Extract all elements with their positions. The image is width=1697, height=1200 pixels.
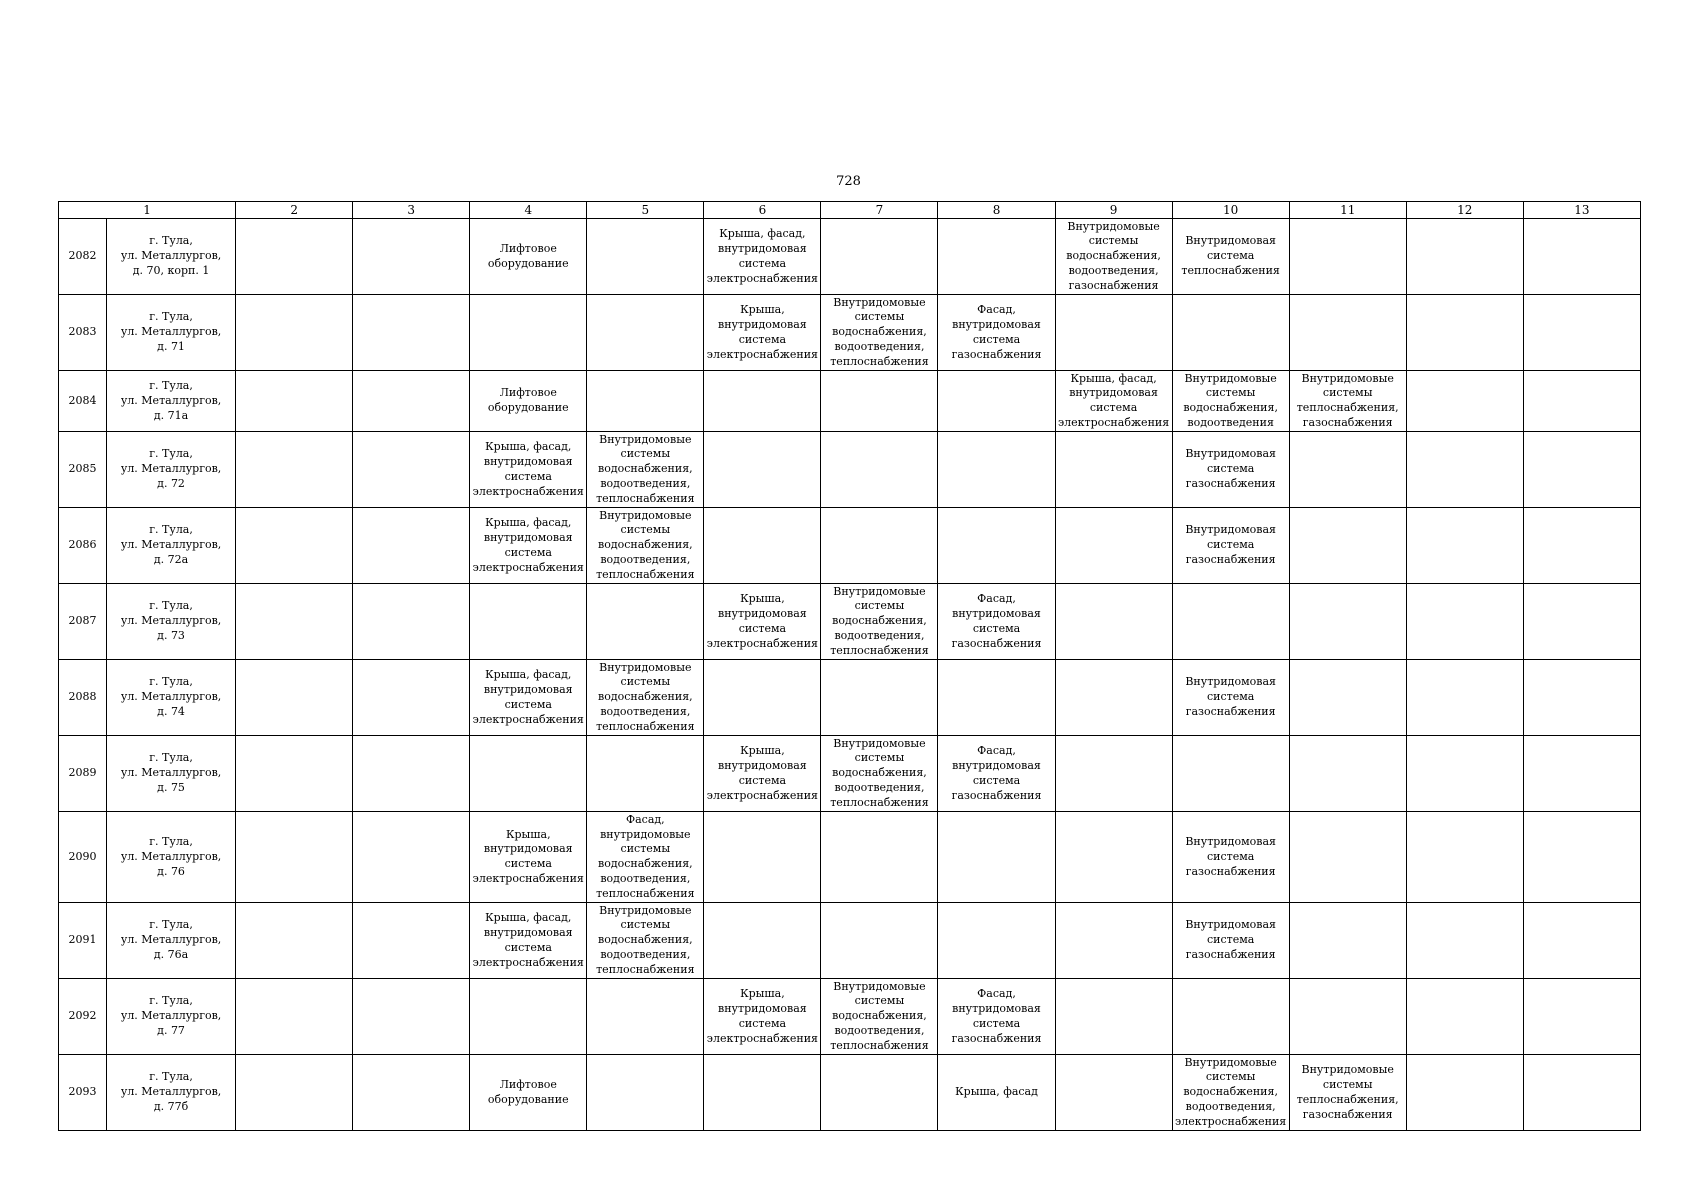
- address-cell: [107, 1055, 236, 1131]
- work-cell-col-9: Внутридомовые системы водоснабжения, водоотведения, газоснабжения: [1055, 219, 1172, 295]
- work-cell-col-13: [1523, 219, 1640, 295]
- address-line: ул. Металлургов,: [120, 538, 222, 552]
- work-cell-col-12: [1406, 1055, 1523, 1131]
- column-header: 12: [1406, 202, 1523, 219]
- work-cell-col-13: [1523, 584, 1640, 660]
- work-cell-col-8: [938, 903, 1055, 979]
- address-line: д. 70, корп. 1: [132, 264, 210, 278]
- table-row: [59, 979, 1641, 1055]
- work-cell-col-2: [236, 736, 353, 812]
- table-row: [59, 371, 1641, 432]
- work-cell-col-11: [1289, 219, 1406, 295]
- work-cell-col-13: [1523, 660, 1640, 736]
- work-cell-col-4: Лифтовое оборудование: [470, 371, 587, 432]
- column-header: 7: [821, 202, 938, 219]
- work-cell-col-7: [821, 219, 938, 295]
- row-number: 2085: [59, 432, 107, 508]
- work-cell-col-13: [1523, 812, 1640, 903]
- column-header: 11: [1289, 202, 1406, 219]
- work-cell-col-10: Внутридомовая система газоснабжения: [1172, 508, 1289, 584]
- work-cell-col-10: Внутридомовые системы водоснабжения, водоотведения: [1172, 371, 1289, 432]
- work-cell-col-2: [236, 371, 353, 432]
- work-cell-col-10: [1172, 584, 1289, 660]
- work-cell-col-2: [236, 979, 353, 1055]
- work-cell-col-6: [704, 1055, 821, 1131]
- work-cell-col-2: [236, 584, 353, 660]
- row-number: 2090: [59, 812, 107, 903]
- column-header: 9: [1055, 202, 1172, 219]
- column-header: 13: [1523, 202, 1640, 219]
- work-cell-col-12: [1406, 812, 1523, 903]
- address-line: д. 75: [157, 781, 185, 795]
- work-cell-col-9: [1055, 812, 1172, 903]
- address-line: д. 72а: [153, 553, 189, 567]
- work-cell-col-5: Внутридомовые системы водоснабжения, водоотведения, теплоснабжения: [587, 432, 704, 508]
- address-line: г. Тула,: [149, 918, 193, 932]
- work-cell-col-10: [1172, 295, 1289, 371]
- row-number: 2088: [59, 660, 107, 736]
- work-cell-col-3: [353, 219, 470, 295]
- address-cell: [107, 508, 236, 584]
- address-line: ул. Металлургов,: [120, 614, 222, 628]
- row-number: 2082: [59, 219, 107, 295]
- table-row: [59, 508, 1641, 584]
- work-cell-col-3: [353, 903, 470, 979]
- work-cell-col-6: Крыша, внутридомовая система электроснабжения: [704, 736, 821, 812]
- row-number: 2089: [59, 736, 107, 812]
- work-cell-col-5: Внутридомовые системы водоснабжения, водоотведения, теплоснабжения: [587, 903, 704, 979]
- work-cell-col-5: [587, 584, 704, 660]
- address-line: ул. Металлургов,: [120, 325, 222, 339]
- work-cell-col-10: Внутридомовая система теплоснабжения: [1172, 219, 1289, 295]
- work-cell-col-2: [236, 432, 353, 508]
- work-cell-col-7: [821, 371, 938, 432]
- work-cell-col-11: [1289, 903, 1406, 979]
- work-cell-col-4: Крыша, фасад, внутридомовая система электроснабжения: [470, 660, 587, 736]
- work-cell-col-3: [353, 584, 470, 660]
- work-cell-col-9: [1055, 432, 1172, 508]
- work-cell-col-5: Внутридомовые системы водоснабжения, водоотведения, теплоснабжения: [587, 660, 704, 736]
- work-cell-col-8: Фасад, внутридомовая система газоснабжения: [938, 736, 1055, 812]
- work-cell-col-10: Внутридомовая система газоснабжения: [1172, 903, 1289, 979]
- address-line: ул. Металлургов,: [120, 393, 222, 407]
- address-line: г. Тула,: [149, 447, 193, 461]
- row-number: 2092: [59, 979, 107, 1055]
- table-row: [59, 432, 1641, 508]
- work-cell-col-11: [1289, 660, 1406, 736]
- address-line: ул. Металлургов,: [120, 1009, 222, 1023]
- work-cell-col-2: [236, 903, 353, 979]
- row-number: 2083: [59, 295, 107, 371]
- work-cell-col-4: Крыша, фасад, внутридомовая система электроснабжения: [470, 432, 587, 508]
- work-cell-col-13: [1523, 736, 1640, 812]
- work-cell-col-7: [821, 903, 938, 979]
- work-cell-col-5: Внутридомовые системы водоснабжения, водоотведения, теплоснабжения: [587, 508, 704, 584]
- work-cell-col-4: [470, 295, 587, 371]
- work-cell-col-11: [1289, 812, 1406, 903]
- work-cell-col-13: [1523, 508, 1640, 584]
- work-cell-col-13: [1523, 371, 1640, 432]
- work-cell-col-5: Фасад, внутридомовые системы водоснабжения, водоотведения, теплоснабжения: [587, 812, 704, 903]
- table-row: [59, 736, 1641, 812]
- address-cell: [107, 979, 236, 1055]
- address-line: ул. Металлургов,: [120, 1085, 222, 1099]
- table-row: [59, 812, 1641, 903]
- header-row: [59, 202, 1641, 219]
- work-cell-col-4: [470, 736, 587, 812]
- work-cell-col-6: Крыша, внутридомовая система электроснабжения: [704, 584, 821, 660]
- work-cell-col-11: [1289, 584, 1406, 660]
- work-cell-col-9: [1055, 584, 1172, 660]
- address-line: г. Тула,: [149, 1070, 193, 1084]
- work-cell-col-3: [353, 979, 470, 1055]
- work-cell-col-3: [353, 736, 470, 812]
- address-line: г. Тула,: [149, 675, 193, 689]
- work-cell-col-9: [1055, 979, 1172, 1055]
- work-cell-col-12: [1406, 219, 1523, 295]
- work-cell-col-6: [704, 432, 821, 508]
- work-cell-col-7: [821, 1055, 938, 1131]
- work-cell-col-8: Фасад, внутридомовая система газоснабжения: [938, 295, 1055, 371]
- address-line: д. 76: [157, 864, 185, 878]
- work-cell-col-9: [1055, 295, 1172, 371]
- work-cell-col-7: [821, 660, 938, 736]
- address-line: г. Тула,: [149, 234, 193, 248]
- address-line: ул. Металлургов,: [120, 462, 222, 476]
- table-row: [59, 584, 1641, 660]
- column-header: 2: [236, 202, 353, 219]
- work-cell-col-9: [1055, 903, 1172, 979]
- row-number: 2086: [59, 508, 107, 584]
- work-cell-col-8: [938, 812, 1055, 903]
- work-cell-col-4: Лифтовое оборудование: [470, 1055, 587, 1131]
- address-cell: [107, 584, 236, 660]
- address-cell: [107, 295, 236, 371]
- work-cell-col-11: [1289, 432, 1406, 508]
- work-cell-col-11: Внутридомовые системы теплоснабжения, газоснабжения: [1289, 1055, 1406, 1131]
- work-cell-col-5: [587, 979, 704, 1055]
- row-number: 2087: [59, 584, 107, 660]
- work-cell-col-7: Внутридомовые системы водоснабжения, водоотведения, теплоснабжения: [821, 295, 938, 371]
- work-cell-col-5: [587, 371, 704, 432]
- work-cell-col-7: Внутридомовые системы водоснабжения, водоотведения, теплоснабжения: [821, 736, 938, 812]
- work-cell-col-13: [1523, 903, 1640, 979]
- work-cell-col-12: [1406, 508, 1523, 584]
- work-cell-col-8: [938, 660, 1055, 736]
- work-cell-col-6: [704, 508, 821, 584]
- work-cell-col-13: [1523, 432, 1640, 508]
- page-number: 728: [836, 174, 861, 189]
- address-cell: [107, 812, 236, 903]
- repair-schedule-table: [58, 201, 1641, 1131]
- work-cell-col-10: [1172, 979, 1289, 1055]
- work-cell-col-8: [938, 432, 1055, 508]
- work-cell-col-6: [704, 371, 821, 432]
- address-line: г. Тула,: [149, 523, 193, 537]
- row-number: 2091: [59, 903, 107, 979]
- work-cell-col-7: Внутридомовые системы водоснабжения, водоотведения, теплоснабжения: [821, 584, 938, 660]
- work-cell-col-6: Крыша, внутридомовая система электроснабжения: [704, 979, 821, 1055]
- work-cell-col-5: [587, 1055, 704, 1131]
- work-cell-col-3: [353, 432, 470, 508]
- work-cell-col-7: Внутридомовые системы водоснабжения, водоотведения, теплоснабжения: [821, 979, 938, 1055]
- work-cell-col-11: [1289, 508, 1406, 584]
- address-line: д. 71а: [153, 408, 189, 422]
- work-cell-col-2: [236, 812, 353, 903]
- work-cell-col-4: [470, 979, 587, 1055]
- address-line: г. Тула,: [149, 834, 193, 848]
- work-cell-col-9: [1055, 508, 1172, 584]
- work-cell-col-6: Крыша, внутридомовая система электроснабжения: [704, 295, 821, 371]
- work-cell-col-8: [938, 508, 1055, 584]
- work-cell-col-10: Внутридомовые системы водоснабжения, водоотведения, электроснабжения: [1172, 1055, 1289, 1131]
- work-cell-col-2: [236, 660, 353, 736]
- table-body: [59, 219, 1641, 1131]
- work-cell-col-4: Крыша, внутридомовая система электроснабжения: [470, 812, 587, 903]
- work-cell-col-3: [353, 812, 470, 903]
- column-header: 3: [353, 202, 470, 219]
- work-cell-col-5: [587, 295, 704, 371]
- work-cell-col-3: [353, 1055, 470, 1131]
- table-row: [59, 660, 1641, 736]
- work-cell-col-9: Крыша, фасад, внутридомовая система электроснабжения: [1055, 371, 1172, 432]
- work-cell-col-9: [1055, 1055, 1172, 1131]
- column-header: 8: [938, 202, 1055, 219]
- work-cell-col-12: [1406, 979, 1523, 1055]
- work-cell-col-8: Фасад, внутридомовая система газоснабжения: [938, 979, 1055, 1055]
- work-cell-col-12: [1406, 371, 1523, 432]
- address-line: г. Тула,: [149, 310, 193, 324]
- address-line: д. 72: [157, 477, 185, 491]
- work-cell-col-3: [353, 508, 470, 584]
- address-line: д. 74: [157, 705, 185, 719]
- work-cell-col-4: [470, 584, 587, 660]
- work-cell-col-6: Крыша, фасад, внутридомовая система электроснабжения: [704, 219, 821, 295]
- work-cell-col-4: Крыша, фасад, внутридомовая система электроснабжения: [470, 508, 587, 584]
- address-cell: [107, 219, 236, 295]
- address-line: ул. Металлургов,: [120, 690, 222, 704]
- work-cell-col-11: Внутридомовые системы теплоснабжения, газоснабжения: [1289, 371, 1406, 432]
- address-line: г. Тула,: [149, 599, 193, 613]
- column-header: 4: [470, 202, 587, 219]
- work-cell-col-13: [1523, 295, 1640, 371]
- row-number: 2093: [59, 1055, 107, 1131]
- address-cell: [107, 432, 236, 508]
- work-cell-col-6: [704, 903, 821, 979]
- address-line: д. 77: [157, 1024, 185, 1038]
- address-line: д. 71: [157, 340, 185, 354]
- work-cell-col-10: [1172, 736, 1289, 812]
- work-cell-col-12: [1406, 584, 1523, 660]
- work-cell-col-12: [1406, 432, 1523, 508]
- work-cell-col-12: [1406, 660, 1523, 736]
- work-cell-col-10: Внутридомовая система газоснабжения: [1172, 812, 1289, 903]
- work-cell-col-11: [1289, 979, 1406, 1055]
- work-cell-col-12: [1406, 295, 1523, 371]
- address-line: г. Тула,: [149, 994, 193, 1008]
- work-cell-col-8: [938, 219, 1055, 295]
- work-cell-col-11: [1289, 295, 1406, 371]
- work-cell-col-3: [353, 295, 470, 371]
- work-cell-col-3: [353, 660, 470, 736]
- table-row: [59, 1055, 1641, 1131]
- work-cell-col-6: [704, 812, 821, 903]
- column-header: 1: [59, 202, 236, 219]
- address-line: ул. Металлургов,: [120, 766, 222, 780]
- work-cell-col-13: [1523, 1055, 1640, 1131]
- work-cell-col-5: [587, 219, 704, 295]
- address-line: г. Тула,: [149, 378, 193, 392]
- work-cell-col-9: [1055, 660, 1172, 736]
- row-number: 2084: [59, 371, 107, 432]
- work-cell-col-3: [353, 371, 470, 432]
- address-cell: [107, 736, 236, 812]
- address-cell: [107, 371, 236, 432]
- work-cell-col-8: Фасад, внутридомовая система газоснабжения: [938, 584, 1055, 660]
- address-line: д. 76а: [153, 948, 189, 962]
- work-cell-col-9: [1055, 736, 1172, 812]
- work-cell-col-7: [821, 432, 938, 508]
- work-cell-col-6: [704, 660, 821, 736]
- address-cell: [107, 660, 236, 736]
- table-row: [59, 295, 1641, 371]
- work-cell-col-8: [938, 371, 1055, 432]
- table-row: [59, 903, 1641, 979]
- work-cell-col-7: [821, 508, 938, 584]
- work-cell-col-2: [236, 508, 353, 584]
- address-cell: [107, 903, 236, 979]
- work-cell-col-13: [1523, 979, 1640, 1055]
- work-cell-col-7: [821, 812, 938, 903]
- work-cell-col-10: Внутридомовая система газоснабжения: [1172, 660, 1289, 736]
- address-line: д. 77б: [153, 1100, 189, 1114]
- work-cell-col-12: [1406, 736, 1523, 812]
- work-cell-col-8: Крыша, фасад: [938, 1055, 1055, 1131]
- work-cell-col-5: [587, 736, 704, 812]
- address-line: ул. Металлургов,: [120, 849, 222, 863]
- work-cell-col-2: [236, 1055, 353, 1131]
- column-header: 5: [587, 202, 704, 219]
- column-header: 10: [1172, 202, 1289, 219]
- work-cell-col-2: [236, 295, 353, 371]
- work-cell-col-4: Крыша, фасад, внутридомовая система электроснабжения: [470, 903, 587, 979]
- address-line: ул. Металлургов,: [120, 933, 222, 947]
- address-line: д. 73: [157, 629, 185, 643]
- address-line: г. Тула,: [149, 751, 193, 765]
- work-cell-col-12: [1406, 903, 1523, 979]
- address-line: ул. Металлургов,: [120, 249, 222, 263]
- table-row: [59, 219, 1641, 295]
- work-cell-col-2: [236, 219, 353, 295]
- work-cell-col-11: [1289, 736, 1406, 812]
- work-cell-col-4: Лифтовое оборудование: [470, 219, 587, 295]
- work-cell-col-10: Внутридомовая система газоснабжения: [1172, 432, 1289, 508]
- column-header: 6: [704, 202, 821, 219]
